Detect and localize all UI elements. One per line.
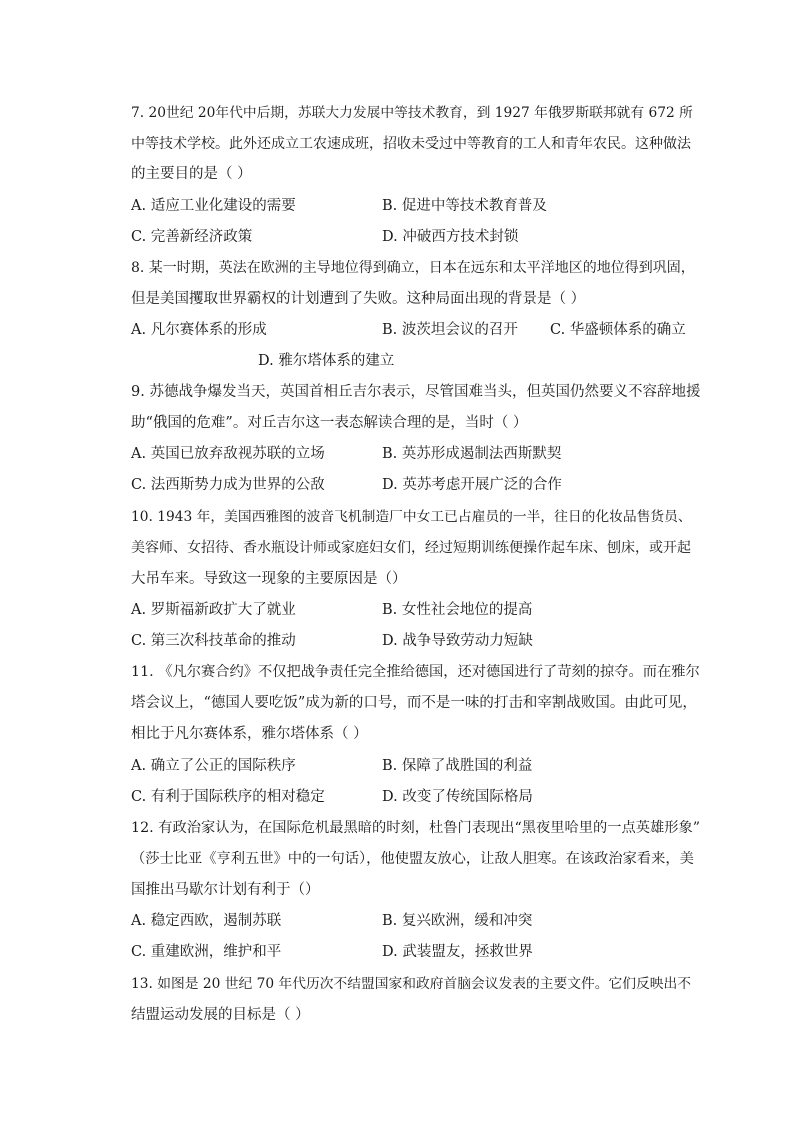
question-10-option-d: D. 战争导致劳动力短缺 [382,633,533,649]
question-12-line-1: 12. 有政治家认为，在国际危机最黑暗的时刻，杜鲁门表现出“黑夜里哈里的一点英雄形象” [131,820,701,836]
question-12-option-a: A. 稳定西欧，遏制苏联 [131,913,282,929]
question-9-option-d: D. 英苏考虑开展广泛的合作 [382,477,562,493]
question-13-line-2: 结盟运动发展的目标是（ ） [131,1007,310,1023]
question-7-line-2: 中等技术学校。此外还成立工农速成班，招收未受过中等教育的工人和青年农民。这种做法 [131,136,691,152]
question-7-option-c: C. 完善新经济政策 [131,229,253,245]
question-10-option-a: A. 罗斯福新政扩大了就业 [131,602,296,618]
question-9-option-b: B. 英苏形成遏制法西斯默契 [382,446,562,462]
question-7-line-1: 7. 20世纪 20年代中后期，苏联大力发展中等技术教育，到 1927 年俄罗斯联邦就有 672 所 [131,105,693,121]
question-9-line-2: 助“俄国的危难”。对丘吉尔这一表态解读合理的是，当时（ ） [131,415,528,431]
question-12-line-3: 国推出马歇尔计划有利于（） [131,882,320,898]
question-8-option-d: D. 雅尔塔体系的建立 [258,353,395,369]
question-11-option-b: B. 保障了战胜国的利益 [382,758,533,774]
question-8-line-2: 但是美国攫取世界霸权的计划遭到了失败。这种局面出现的背景是（ ） [131,291,586,307]
question-9-option-a: A. 英国已放弃敌视苏联的立场 [131,446,325,462]
question-12-line-2: （莎士比亚《亨利五世》中的一句话），他使盟友放心，让敌人胆寒。在该政治家看来，美 [131,851,694,867]
question-7-option-d: D. 冲破西方技术封锁 [382,229,519,245]
question-10-option-b: B. 女性社会地位的提高 [382,602,533,618]
question-12-option-c: C. 重建欧洲，维护和平 [131,944,282,960]
question-11-option-d: D. 改变了传统国际格局 [382,789,533,805]
question-10-line-1: 10. 1943 年，美国西雅图的波音飞机制造厂中女工已占雇员的一半，往日的化妆品售货员、 [131,509,692,525]
question-11-line-3: 相比于凡尔赛体系，雅尔塔体系（ ） [131,726,368,742]
question-11-option-a: A. 确立了公正的国际秩序 [131,758,296,774]
question-7-option-a: A. 适应工业化建设的需要 [131,198,296,214]
question-7-line-3: 的主要目的是（ ） [131,166,252,182]
question-8-option-a: A. 凡尔赛体系的形成 [131,322,267,338]
question-10-line-2: 美容师、女招待、香水瓶设计师或家庭妇女们，经过短期训练便操作起车床、刨床，或开起 [131,540,691,556]
question-11-line-2: 塔会议上，“德国人要吃饭”成为新的口号，而不是一味的打击和宰割战败国。由此可见， [131,695,697,711]
question-10-line-3: 大吊车来。导致这一现象的主要原因是（） [131,571,407,587]
question-9-line-1: 9. 苏德战争爆发当天，英国首相丘吉尔表示，尽管国难当头，但英国仍然要义不容辞地援 [131,384,701,400]
question-9-option-c: C. 法西斯势力成为世界的公敌 [131,477,325,493]
question-13-line-1: 13. 如图是 20 世纪 70 年代历次不结盟国家和政府首脑会议发表的主要文件。它们反映出不 [131,976,691,992]
question-11-line-1: 11. 《凡尔赛合约》不仅把战争责任完全推给德国，还对德国进行了苛刻的掠夺。而在雅尔 [131,664,700,680]
question-11-option-c: C. 有利于国际秩序的相对稳定 [131,789,325,805]
question-7-option-b: B. 促进中等技术教育普及 [382,198,547,214]
question-10-option-c: C. 第三次科技革命的推动 [131,633,296,649]
question-12-option-b: B. 复兴欧洲，缓和冲突 [382,913,533,929]
question-8-option-c: C. 华盛顿体系的确立 [550,322,686,338]
question-8-option-b: B. 波茨坦会议的召开 [382,322,518,338]
question-8-line-1: 8. 某一时期，英法在欧洲的主导地位得到确立，日本在远东和太平洋地区的地位得到巩固， [131,260,695,276]
question-12-option-d: D. 武装盟友，拯救世界 [382,944,533,960]
